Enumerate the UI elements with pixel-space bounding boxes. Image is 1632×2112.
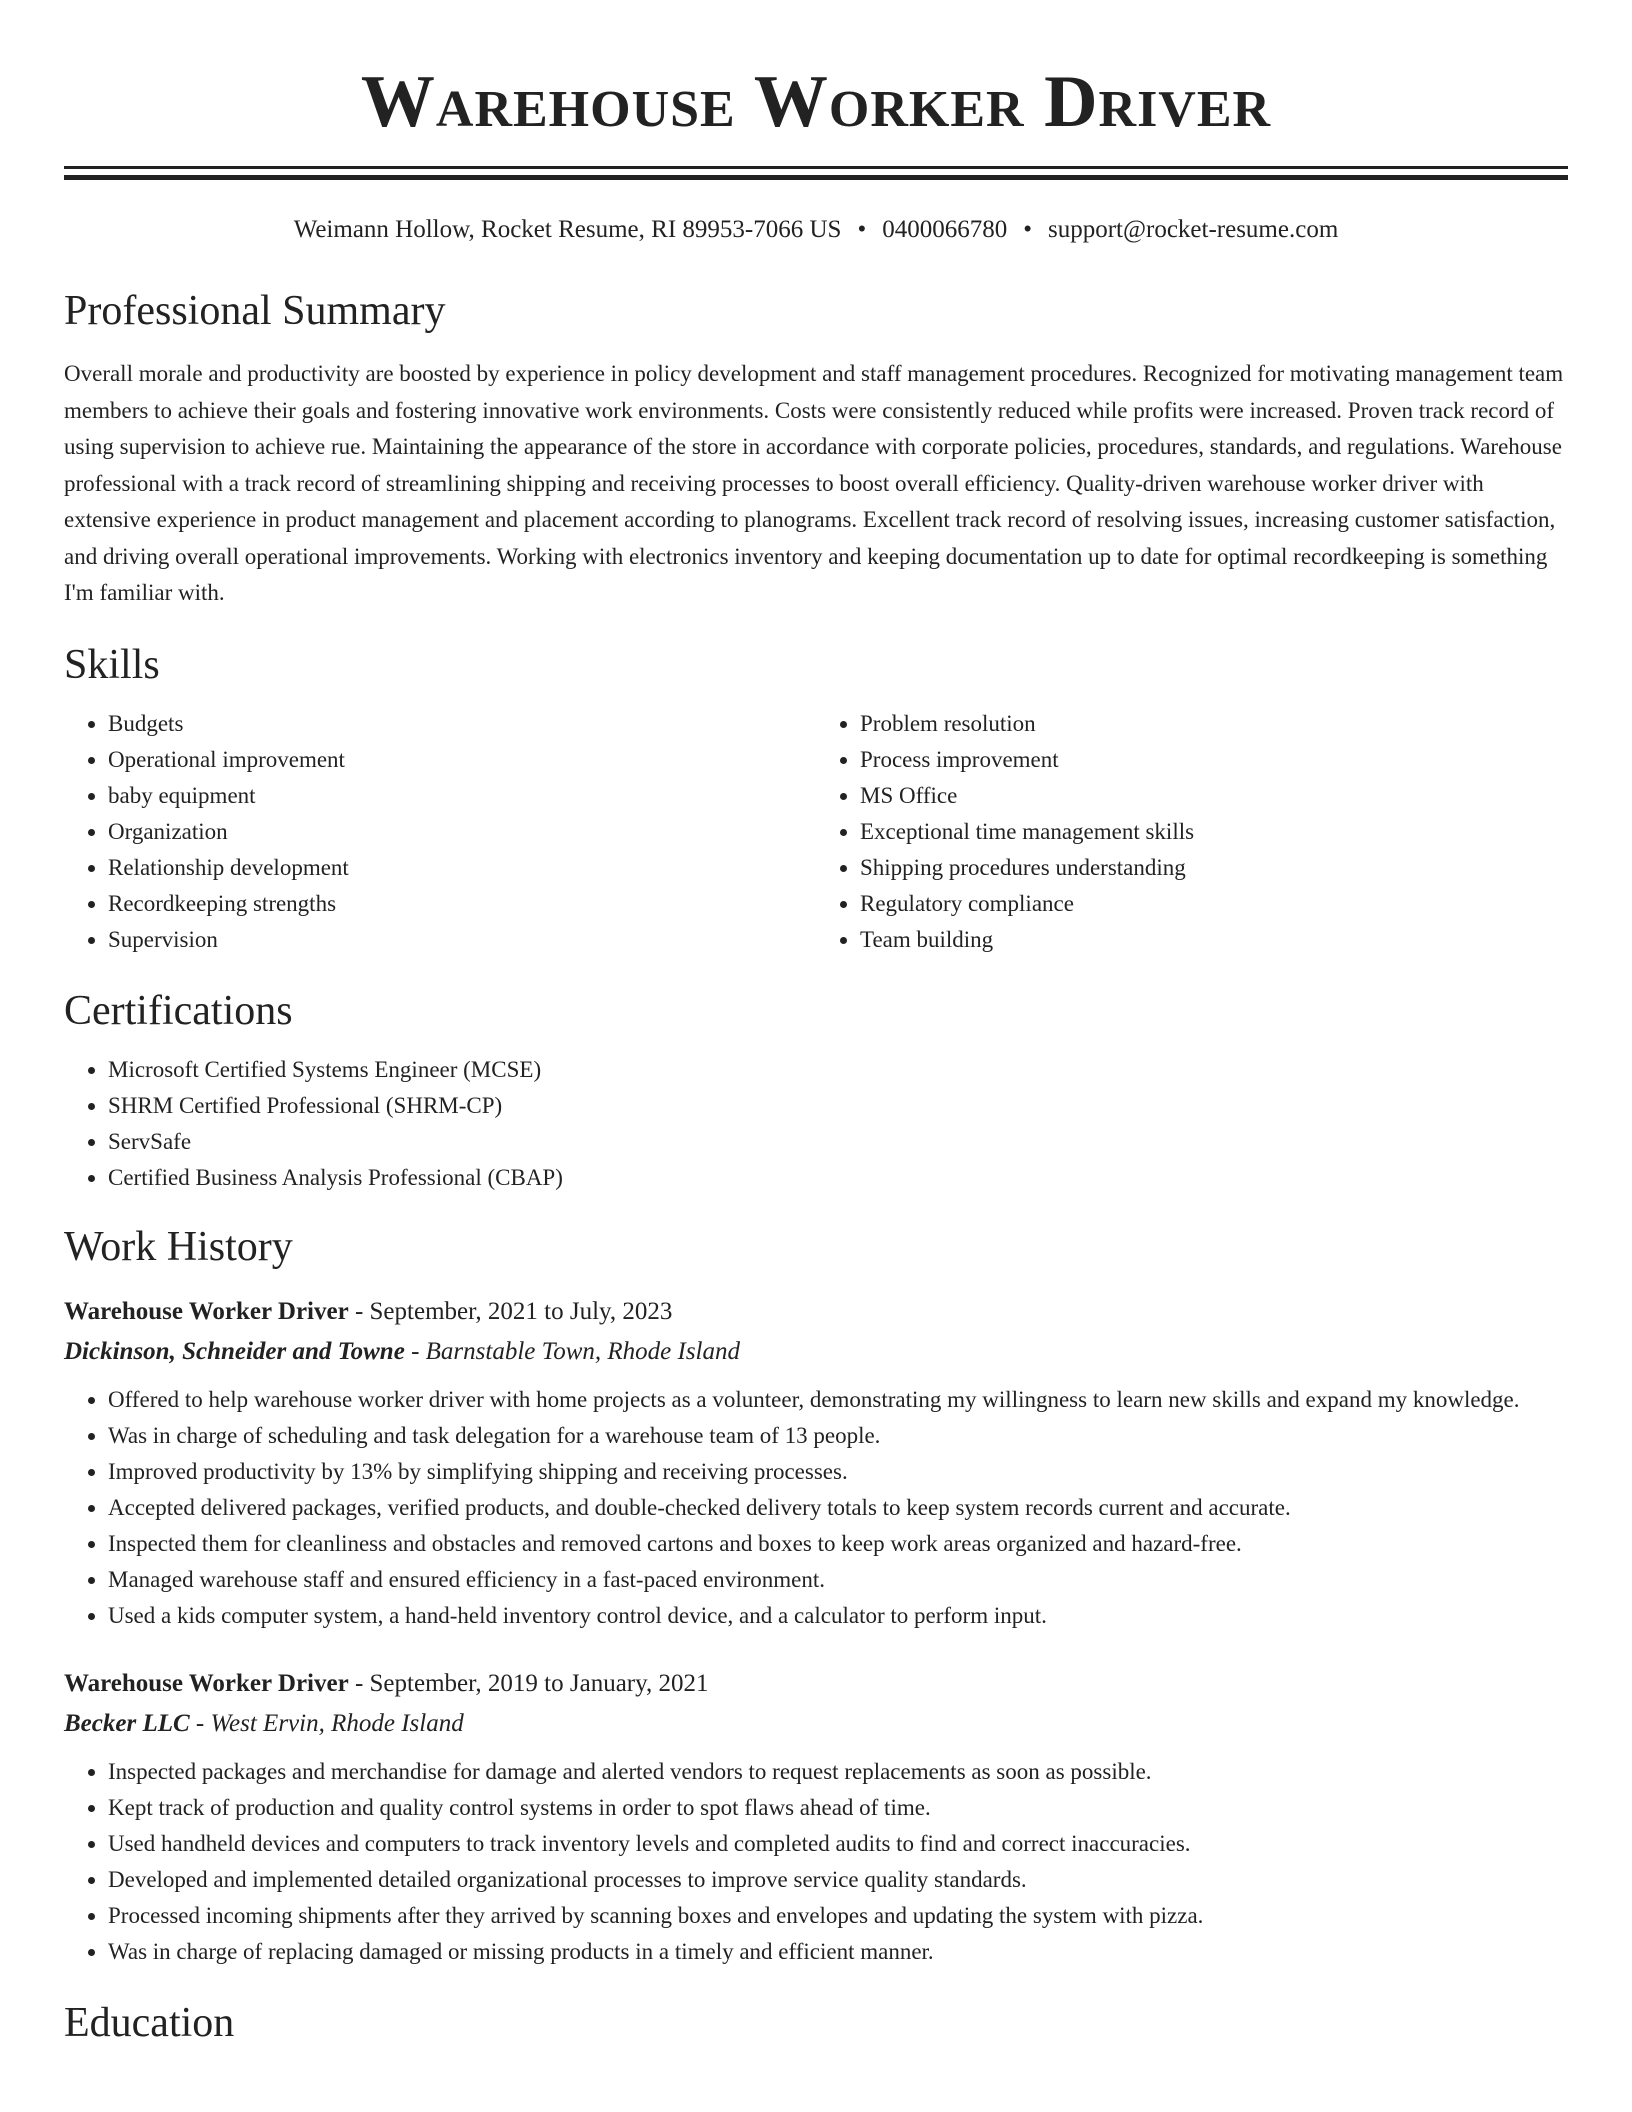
job-dates: - September, 2021 to July, 2023 <box>348 1297 673 1325</box>
certifications-list <box>64 1052 1568 1196</box>
skill-item: • Recordkeeping strengths <box>108 886 816 922</box>
section-heading-summary: Professional Summary <box>64 288 446 334</box>
skill-item: • Operational improvement <box>108 742 816 778</box>
job-bullet: • Improved productivity by 13% by simplifying shipping and receiving processes. <box>108 1454 1568 1490</box>
summary-text: Overall morale and productivity are boosted by experience in policy development and staff management procedures. Recognized for motivating management team members to achieve their goals and fostering innovative work environments. Costs were consistently reduced while profits were increased. Proven track record of using supervision to achieve rue. Maintaining the appearance of the store in accordance with corporate policies, procedures, standards, and regulations. Warehouse professional with a track record of streamlining shipping and receiving processes to boost overall efficiency. Quality-driven warehouse worker driver with extensive experience in product management and placement according to planograms. Excellent track record of resolving issues, increasing customer satisfaction, and driving overall operational improvements. Working with electronics inventory and keeping documentation up to date for optimal recordkeeping is something I'm familiar with. <box>64 361 1564 605</box>
section-heading-skills: Skills <box>64 641 160 688</box>
job-bullet: • Offered to help warehouse worker driver with home projects as a volunteer, demonstrating my willingness to learn new skills and expand my knowledge. <box>108 1382 1568 1418</box>
skill-item: • Supervision <box>108 922 816 958</box>
contact-line <box>64 214 1568 246</box>
skill-item: • MS Office <box>860 778 1568 814</box>
skills-list-left <box>64 706 816 958</box>
job-company: Dickinson, Schneider and Towne <box>64 1337 405 1365</box>
job-bullet: • Processed incoming shipments after they arrived by scanning boxes and envelopes and updating the system with pizza. <box>108 1898 1568 1934</box>
skill-item: • Team building <box>860 922 1568 958</box>
skill-item: • Problem resolution <box>860 706 1568 742</box>
job-entry <box>64 1292 1568 1634</box>
job-company: Becker LLC <box>64 1709 190 1737</box>
skill-item: • Organization <box>108 814 816 850</box>
job-bullet: • Kept track of production and quality control systems in order to spot flaws ahead of time. <box>108 1790 1568 1826</box>
certification-item: • SHRM Certified Professional (SHRM-CP) <box>108 1088 1568 1124</box>
resume-page <box>64 0 1568 2048</box>
job-bullet: • Was in charge of replacing damaged or missing products in a timely and efficient manner. <box>108 1934 1568 1970</box>
job-bullet: • Was in charge of scheduling and task delegation for a warehouse team of 13 people. <box>108 1418 1568 1454</box>
job-dates: - September, 2019 to January, 2021 <box>348 1669 709 1697</box>
header-rule-thick <box>64 175 1568 180</box>
job-bullet: • Used handheld devices and computers to track inventory levels and completed audits to find and correct inaccuracies. <box>108 1826 1568 1862</box>
job-bullet: • Inspected them for cleanliness and obstacles and removed cartons and boxes to keep work areas organized and hazard-free. <box>108 1526 1568 1562</box>
skill-item: • Shipping procedures understanding <box>860 850 1568 886</box>
job-bullet: • Inspected packages and merchandise for damage and alerted vendors to request replacements as soon as possible. <box>108 1754 1568 1790</box>
job-bullets <box>64 1382 1568 1634</box>
section-heading-education: Education <box>64 1999 235 2046</box>
job-bullet: • Used a kids computer system, a hand-held inventory control device, and a calculator to perform input. <box>108 1598 1568 1634</box>
candidate-name: Warehouse Worker Driver <box>360 61 1272 143</box>
job-location: - Barnstable Town, Rhode Island <box>404 1337 741 1365</box>
skill-item: • baby equipment <box>108 778 816 814</box>
skill-item: • Process improvement <box>860 742 1568 778</box>
job-title: Warehouse Worker Driver <box>64 1669 349 1697</box>
header-rule-thin <box>64 166 1568 169</box>
job-bullet: • Managed warehouse staff and ensured efficiency in a fast-paced environment. <box>108 1562 1568 1598</box>
job-bullets <box>64 1754 1568 1970</box>
certification-item: • ServSafe <box>108 1124 1568 1160</box>
skills-columns <box>64 706 1568 958</box>
section-heading-work-history: Work History <box>64 1223 293 1270</box>
certification-item: • Certified Business Analysis Professional (CBAP) <box>108 1160 1568 1196</box>
contact-separator: • <box>857 216 867 243</box>
job-company-line <box>64 1332 1568 1372</box>
job-title-line <box>64 1292 1568 1332</box>
contact-email: support@rocket-resume.com <box>1047 216 1339 243</box>
job-entry <box>64 1664 1568 1970</box>
certification-item: • Microsoft Certified Systems Engineer (MCSE) <box>108 1052 1568 1088</box>
contact-separator: • <box>1023 216 1032 243</box>
job-title: Warehouse Worker Driver <box>64 1297 349 1325</box>
skill-item: • Budgets <box>108 706 816 742</box>
section-heading-certifications: Certifications <box>64 987 293 1034</box>
skill-item: • Exceptional time management skills <box>860 814 1568 850</box>
skill-item: • Regulatory compliance <box>860 886 1568 922</box>
job-bullet: • Developed and implemented detailed organizational processes to improve service quality standards. <box>108 1862 1568 1898</box>
contact-address: Weimann Hollow, Rocket Resume, RI 89953-7066 US <box>293 216 842 243</box>
contact-phone: 0400066780 <box>882 216 1008 243</box>
job-bullet: • Accepted delivered packages, verified products, and double-checked delivery totals to keep system records current and accurate. <box>108 1490 1568 1526</box>
skill-item: • Relationship development <box>108 850 816 886</box>
job-title-line <box>64 1664 1568 1704</box>
job-company-line <box>64 1704 1568 1744</box>
skills-list-right <box>816 706 1568 958</box>
job-location: - West Ervin, Rhode Island <box>189 1709 464 1737</box>
